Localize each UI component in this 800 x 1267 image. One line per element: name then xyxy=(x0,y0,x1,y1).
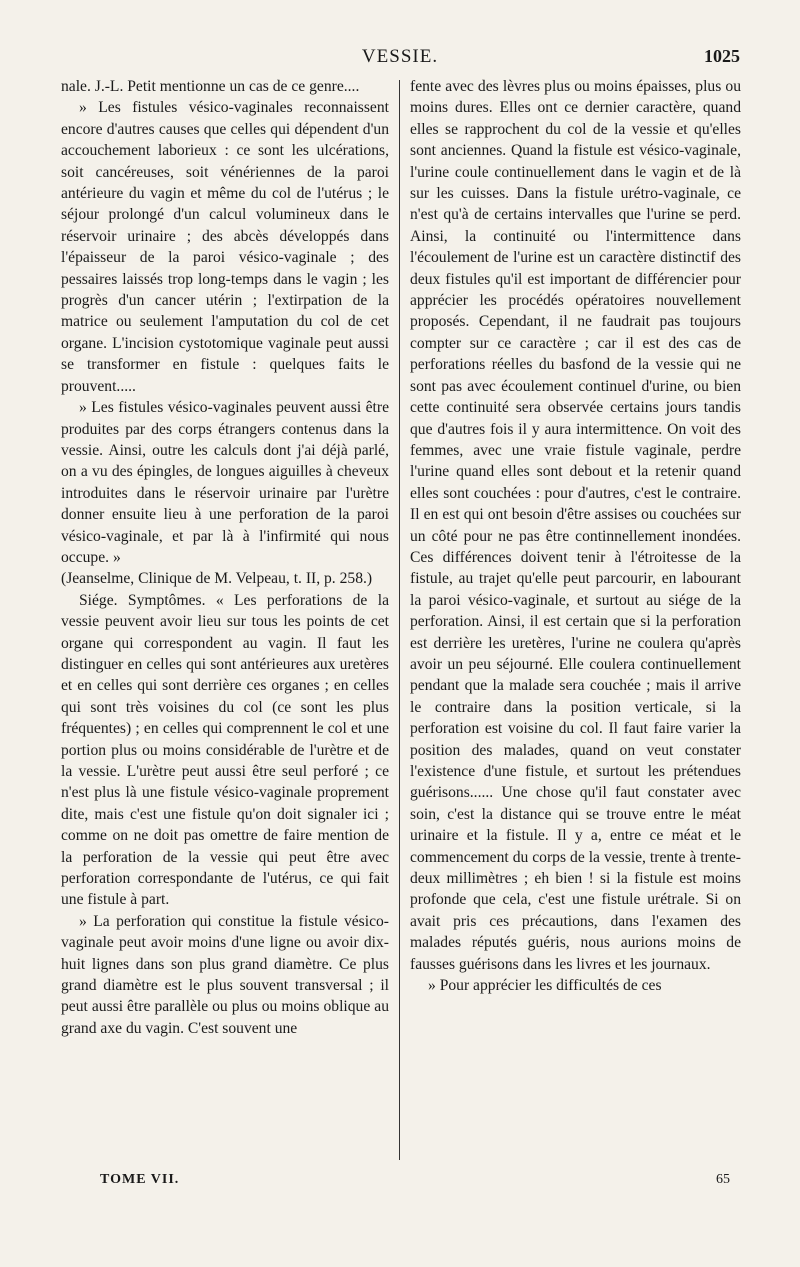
paragraph: fente avec des lèvres plus ou moins épaisses, plus ou moins dures. Elles ont ce dernier caractère, quand elles se rapprochent du col de la vessie et qu'elles sont anciennes. Quand la fistule est vésico-vaginale, l'urine coule continuellement dans le vagin et de là sur les cuisses. Dans la fistule urétro-vaginale, ce n'est qu'à de certains intervalles que l'urine se perd. Ainsi, la continuité ou l'intermittence dans l'écoulement de l'urine est un caractère distinctif des deux fistules qu'il est important de différencier pour apprécier les procédés opératoires nouvellement proposés. Cependant, il ne faudrait pas toujours compter sur ce caractère ; car il est des cas de perforations réelles du basfond de la vessie qui ne sont pas avec écoulement continuel d'urine, ou bien cette continuité sera observée certains jours tandis que d'autres fois il y aura intermittence. On voit des femmes, avec une vraie fistule vaginale, perdre l'urine quand elles sont debout et la retenir quand elles sont couchées : pour d'autres, c'est le contraire. Il en est qui ont besoin d'être assises ou couchées sur un côté pour ne pas être continnellement inondées. Ces différences doivent tenir à l'étroitesse de la fistule, au trajet qu'elle peut parcourir, en labourant la paroi vésico-vaginale, et surtout au siége de la perforation. Ainsi, il est certain que si la perforation est derrière les uretères, l'urine ne coulera qu'après avoir un peu séjourné. Elle coulera continuellement pendant que la malade sera couchée ; mais il arrive le contraire dans la position verticale, si la perforation est voisine du col. Il faut faire varier la position des malades, quand on veut constater l'existence d'une fistule, et surtout les prétendues guérisons...... Une chose qu'il faut constater avec soin, c'est la distance qui se trouve entre le méat urinaire et la fistule. Il y a, entre ce méat et le commencement du corps de la vessie, trente à trente-deux millimètres ; eh bien ! si la fistule est moins profonde que cela, c'est une fistule urétrale. Si on avait pris ces précautions, dans l'examen des malades réputés guéris, nous aurions moins de fausses guérisons dans les livres et les journaux. xyxy=(410,78,741,973)
signature-mark: 65 xyxy=(716,1172,730,1187)
paragraph: » Les fistules vésico-vaginales peuvent aussi être produites par des corps étrangers contenus dans la vessie. Ainsi, outre les calculs dont j'ai déjà parlé, on a vu des épingles, de longues aiguilles à cheveux introduites dans le réservoir urinaire par l'urètre donner ensuite lieu à une perforation de la paroi vésico-vaginale, et par là à l'infirmité qui nous occupe. » xyxy=(61,399,389,566)
paragraph: (Jeanselme, Clinique de M. Velpeau, t. II, p. 258.) xyxy=(61,570,373,588)
paragraph: » La perforation qui constitue la fistule vésico-vaginale peut avoir moins d'une ligne ou avoir dix-huit lignes dans son plus grand diamètre. Ce plus grand diamètre est le plus souvent transversal ; il peut aussi être parallèle ou plus ou moins oblique au grand axe du vagin. C'est souvent une xyxy=(61,912,389,1037)
paragraph: » Pour apprécier les difficultés de ces xyxy=(428,977,662,995)
column-divider xyxy=(399,80,400,1160)
right-column xyxy=(410,76,741,996)
page-header xyxy=(60,46,740,72)
volume-label: TOME VII. xyxy=(100,1172,180,1187)
paragraph: » Les fistules vésico-vaginales reconnaissent encore d'autres causes que celles qui dépendent d'un accouchement laborieux : ce sont les ulcérations, soit cancéreuses, soit vénériennes de la paroi antérieure du vagin et même du col de l'utérus ; le séjour prolongé d'un calcul volumineux dans le réservoir urinaire ; des abcès développés dans l'épaisseur de la paroi vésico-vaginale ; des pessaires laissés trop long-temps dans le vagin ; les progrès d'un cancer utérin ; l'extirpation de la matrice ou seulement l'amputation du col de cet organe. L'incision cystotomique vaginale peut aussi se transformer en fistule : quelques faits le prouvent..... xyxy=(61,99,389,395)
paragraph: nale. J.-L. Petit mentionne un cas de ce genre.... xyxy=(61,78,360,95)
paragraph: Siége. Symptômes. « Les perforations de la vessie peuvent avoir lieu sur tous les points de cet organe qui correspondent au vagin. Il faut les distinguer en celles qui sont antérieures aux uretères et en celles qui sont derrière ces organes ; en celles qui sont très voisines du col (ce sont les plus fréquentes) ; en celles qui comprennent le col et une portion plus ou moins considérable de l'urètre et de la vessie. L'urètre peut aussi être seul perforé ; ce n'est plus là une fistule vésico-vaginale proprement dite, mais c'est une fistule qu'on doit signaler ici ; comme on ne doit pas omettre de faire mention de la perforation de la vessie qui peut être avec perforation correspondante de l'utérus, ce qui fait une fistule à part. xyxy=(61,591,389,909)
left-column xyxy=(61,76,389,1039)
page-footer xyxy=(100,1172,730,1194)
page-number: 1025 xyxy=(704,46,740,66)
running-title: VESSIE. xyxy=(361,46,439,67)
